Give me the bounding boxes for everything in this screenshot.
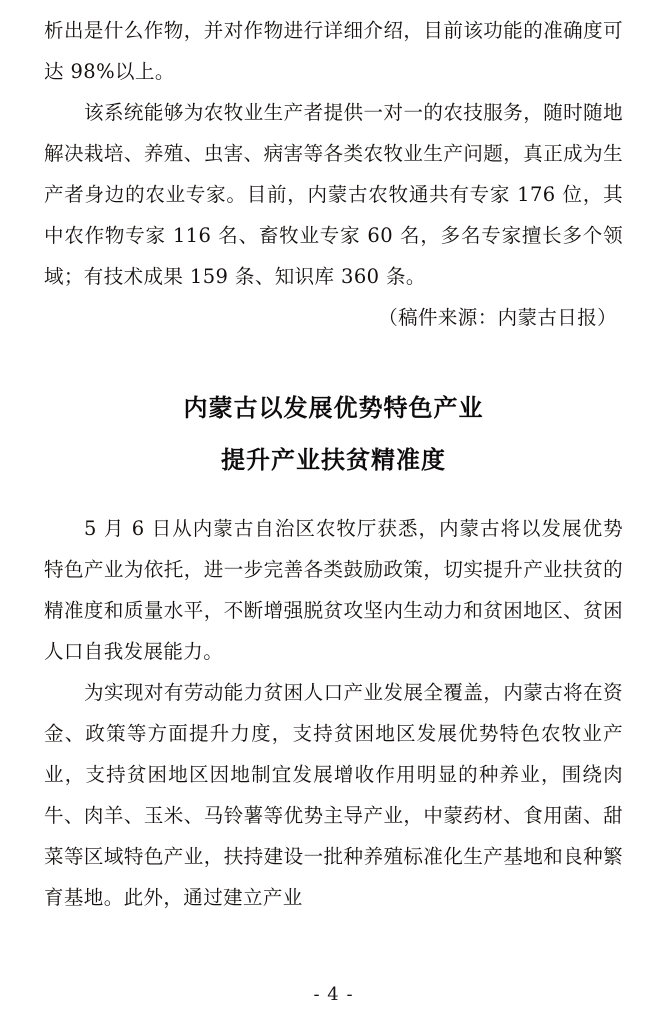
paragraph-service: 该系统能够为农牧业生产者提供一对一的农技服务，随时随地解决栽培、养殖、虫害、病害等各类农牧业生产问题，真正成为生产者身边的农业专家。目前，内蒙古农牧通共有专家 176 位，其中农作物专家 116 名、畜牧业专家 60 名，多名专家擅长多个领域；有技术成果 159 条、知识库 360 条。 [44,101,623,288]
article-title [44,382,623,486]
article-title-line-1: 内蒙古以发展优势特色产业 [183,394,484,422]
paragraph-article-1: 5 月 6 日从内蒙古自治区农牧厅获悉，内蒙古将以发展优势特色产业为依托，进一步完善各类鼓励政策，切实提升产业扶贫的精准度和质量水平，不断增强脱贫攻坚内生动力和贫困地区、贫困人口自我发展能力。 [44,517,623,663]
article-title-line-2: 提升产业扶贫精准度 [221,446,446,474]
page-number: - 4 - [313,984,354,1005]
paragraph-continued: 析出是什么作物，并对作物进行详细介绍，目前该功能的准确度可达 98%以上。 [44,19,623,83]
title-spacer [44,338,623,382]
post-title-spacer [44,496,623,508]
paragraph-article-2: 为实现对有劳动能力贫困人口产业发展全覆盖，内蒙古将在资金、政策等方面提升力度，支持贫困地区发展优势特色农牧业产业，支持贫困地区因地制宜发展增收作用明显的种养业，围绕肉牛、肉羊、玉米、马铃薯等优势主导产业，中蒙药材、食用菌、甜菜等区域特色产业，扶持建设一批种养殖标准化生产基地和良种繁育基地。此外，通过建立产业 [44,681,623,909]
source-attribution: （稿件来源：内蒙古日报） [378,306,617,329]
